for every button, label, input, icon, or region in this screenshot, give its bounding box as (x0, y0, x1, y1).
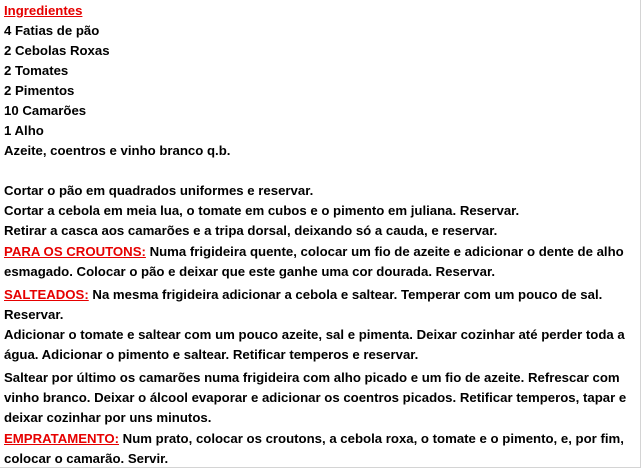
croutons-label: PARA OS CROUTONS: (4, 244, 146, 259)
salteados-line-1 (4, 285, 602, 305)
camarao-line-2: vinho branco. Deixar o álcool evaporar e adicionar os coentros picados. Retificar temperos, tapar e (4, 390, 627, 405)
salteados-text: Na mesma frigideira adicionar a cebola e saltear. Temperar com um pouco de sal. (88, 287, 603, 302)
prep-step-vegetables: Cortar a cebola em meia lua, o tomate em cubos e o pimento em juliana. Reservar. (4, 203, 520, 218)
salteados-label: SALTEADOS: (4, 287, 89, 302)
ingredient-item: 2 Pimentos (4, 83, 75, 98)
ingredient-item: 2 Tomates (4, 63, 69, 78)
prep-step-bread: Cortar o pão em quadrados uniformes e reservar. (4, 183, 314, 198)
croutons-line-1 (4, 242, 624, 262)
camarao-line-1: Saltear por último os camarões numa frigideira com alho picado e um fio de azeite. Refrescar com (4, 370, 620, 385)
salteados-line-2: Reservar. (4, 307, 64, 322)
prep-step-shrimp: Retirar a casca aos camarões e a tripa dorsal, deixando só a cauda, e reservar. (4, 223, 498, 238)
ingredients-heading: Ingredientes (4, 3, 83, 18)
tomate-line-2: água. Adicionar o pimento e saltear. Retificar temperos e reservar. (4, 347, 419, 362)
camarao-line-3: deixar cozinhar por uns minutos. (4, 410, 212, 425)
croutons-line-2: esmagado. Colocar o pão e deixar que este ganhe uma cor dourada. Reservar. (4, 264, 496, 279)
ingredient-item: 1 Alho (4, 123, 44, 138)
ingredient-item: 4 Fatias de pão (4, 23, 100, 38)
croutons-text: Numa frigideira quente, colocar um fio de azeite e adicionar o dente de alho (145, 244, 624, 259)
ingredient-item: 2 Cebolas Roxas (4, 43, 110, 58)
tomate-line-1: Adicionar o tomate e saltear com um pouco azeite, sal e pimenta. Deixar cozinhar até perder toda a (4, 327, 625, 342)
ingredient-item: 10 Camarões (4, 103, 87, 118)
empratamento-label: EMPRATAMENTO: (4, 431, 120, 446)
ingredient-item: Azeite, coentros e vinho branco q.b. (4, 143, 231, 158)
empratamento-line-1 (4, 429, 624, 449)
empratamento-line-2: colocar o camarão. Servir. (4, 451, 169, 466)
empratamento-text: Num prato, colocar os croutons, a cebola roxa, o tomate e o pimento, e, por fim, (119, 431, 624, 446)
